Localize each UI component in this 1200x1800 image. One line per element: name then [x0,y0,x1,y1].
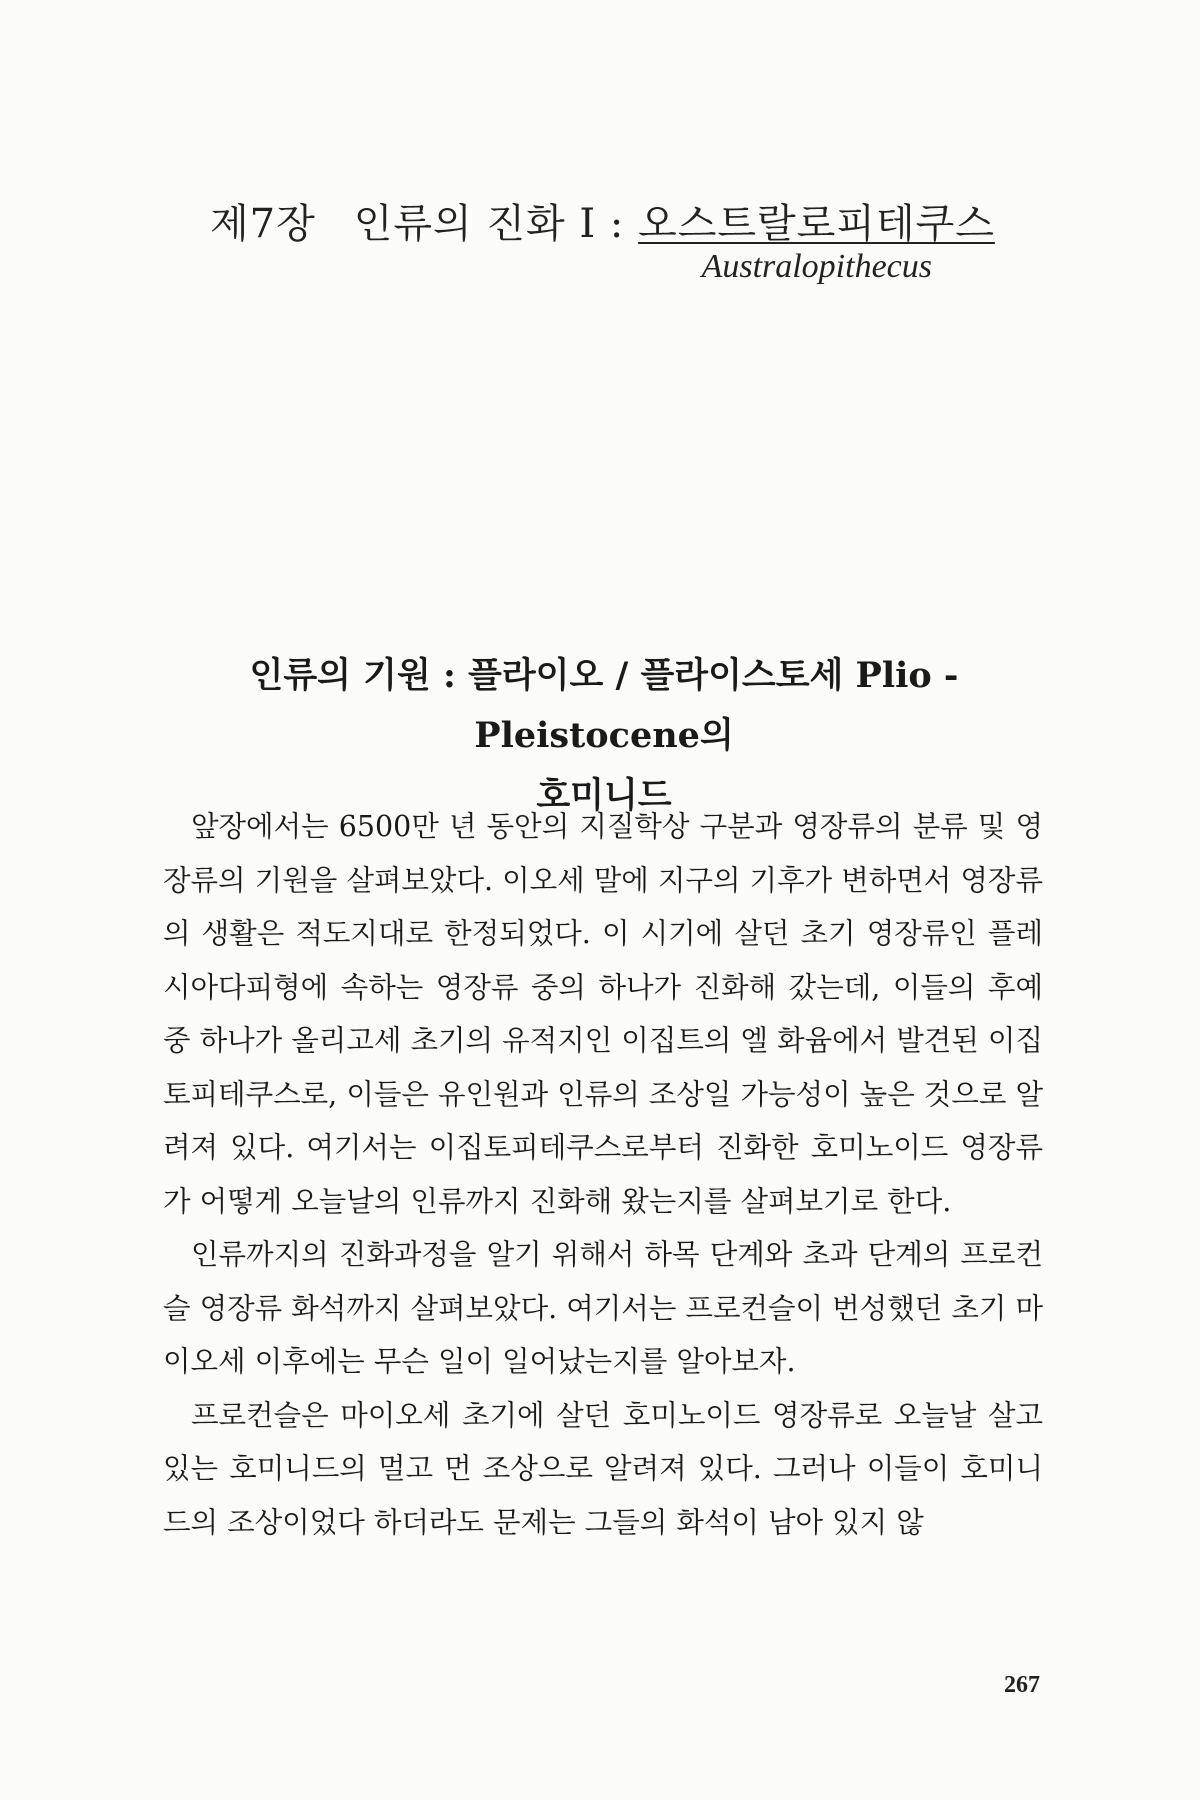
chapter-roman-numeral: Ⅰ [579,201,597,247]
chapter-subject: 오스트랄로피테쿠스 [638,201,995,247]
paragraph: 프로컨슬은 마이오세 초기에 살던 호미노이드 영장류로 오늘날 살고 있는 호미니드의 멀고 먼 조상으로 알려져 있다. 그러나 이들이 호미니드의 조상이었다 하더라도 문제는 그들의 화석이 남아 있지 않 [163,1398,1043,1539]
chapter-colon: : [609,201,625,247]
paragraph: 인류까지의 진화과정을 알기 위해서 하목 단계와 초과 단계의 프로컨슬 영장류 화석까지 살펴보았다. 여기서는 프로컨슬이 번성했던 초기 마이오세 이후에는 무슨 일이 일어났는지를 알아보자. [163,1238,1043,1378]
section-title [164,646,1044,826]
section-title-line1: 인류의 기원 : 플라이오 / 플라이스토세 Plio - Pleistocene의 [249,655,959,756]
chapter-title [210,192,1010,249]
section-title-line2: 호미니드 [536,775,672,816]
chapter-number: 제7장 [210,201,316,247]
chapter-title-text: 인류의 진화 [353,201,566,247]
page-number: 267 [1004,1672,1040,1698]
chapter-latin-name: Australopithecus [701,248,932,285]
paragraph: 앞장에서는 6500만 년 동안의 지질학상 구분과 영장류의 분류 및 영장류의 기원을 살펴보았다. 이오세 말에 지구의 기후가 변하면서 영장류의 생활은 적도지대로 한정되었다. 이 시기에 살던 초기 영장류인 플레시아다피형에 속하는 영장류 중의 하나가 진화해 갔는데, 이들의 후예 중 하나가 올리고세 초기의 유적지인 이집트의 엘 화윰에서 발견된 이집토피테쿠스로, 이들은 유인원과 인류의 조상일 가능성이 높은 것으로 알려져 있다. 여기서는 이집토피테쿠스로부터 진화한 호미노이드 영장류가 어떻게 오늘날의 인류까지 진화해 왔는지를 살펴보기로 한다. [163,810,1043,1218]
body-text [163,800,1043,1549]
